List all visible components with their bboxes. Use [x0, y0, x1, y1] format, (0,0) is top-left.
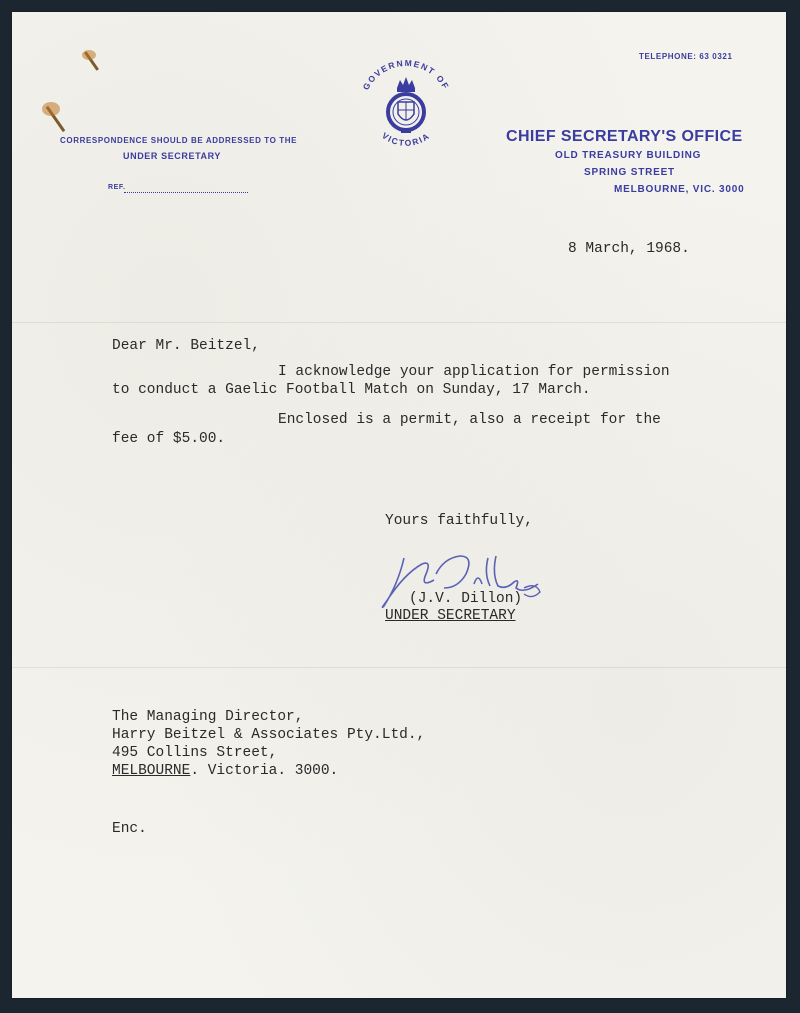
- recipient-line2: Harry Beitzel & Associates Pty.Ltd.,: [112, 727, 426, 743]
- crest-top-text: GOVERNMENT OF: [360, 57, 452, 92]
- body-paragraph2-line1: Enclosed is a permit, also a receipt for the: [278, 412, 661, 428]
- government-crest-icon: [350, 50, 462, 162]
- letter-date: 8 March, 1968.: [568, 241, 690, 257]
- recipient-line4: [112, 762, 338, 780]
- crest-bottom-text: VICTORIA: [380, 130, 432, 149]
- salutation: Dear Mr. Beitzel,: [112, 338, 260, 354]
- address-line3: MELBOURNE, VIC. 3000: [614, 184, 745, 195]
- paper-fold: [12, 667, 786, 668]
- ref-label: REF.: [108, 184, 126, 191]
- recipient-line1: The Managing Director,: [112, 709, 304, 725]
- closing: Yours faithfully,: [385, 513, 533, 529]
- rust-stain: [42, 102, 60, 116]
- body-paragraph1-line2: to conduct a Gaelic Football Match on Sunday, 17 March.: [112, 382, 591, 398]
- body-paragraph2-line2: fee of $5.00.: [112, 431, 226, 447]
- addressee-title: UNDER SECRETARY: [123, 151, 222, 161]
- letter-paper: [12, 12, 786, 998]
- address-line1: OLD TREASURY BUILDING: [555, 150, 702, 161]
- signatory-title: UNDER SECRETARY: [385, 608, 516, 624]
- paper-fold: [12, 322, 786, 323]
- recipient-city: MELBOURNE: [112, 763, 191, 779]
- enclosure-note: Enc.: [112, 821, 147, 837]
- ref-line: [124, 184, 248, 193]
- body-paragraph1-line1: I acknowledge your application for permission: [278, 364, 670, 380]
- recipient-line3: 495 Collins Street,: [112, 745, 278, 761]
- correspondence-note: CORRESPONDENCE SHOULD BE ADDRESSED TO THE: [60, 136, 298, 145]
- address-line2: SPRING STREET: [584, 167, 675, 178]
- office-name: CHIEF SECRETARY'S OFFICE: [506, 128, 743, 145]
- svg-text:VICTORIA: [380, 130, 432, 148]
- signatory-name: (J.V. Dillon): [409, 591, 523, 607]
- telephone-text: TELEPHONE: 63 0321: [639, 52, 733, 61]
- recipient-state: . Victoria. 3000.: [190, 763, 339, 779]
- rust-stain: [82, 50, 96, 60]
